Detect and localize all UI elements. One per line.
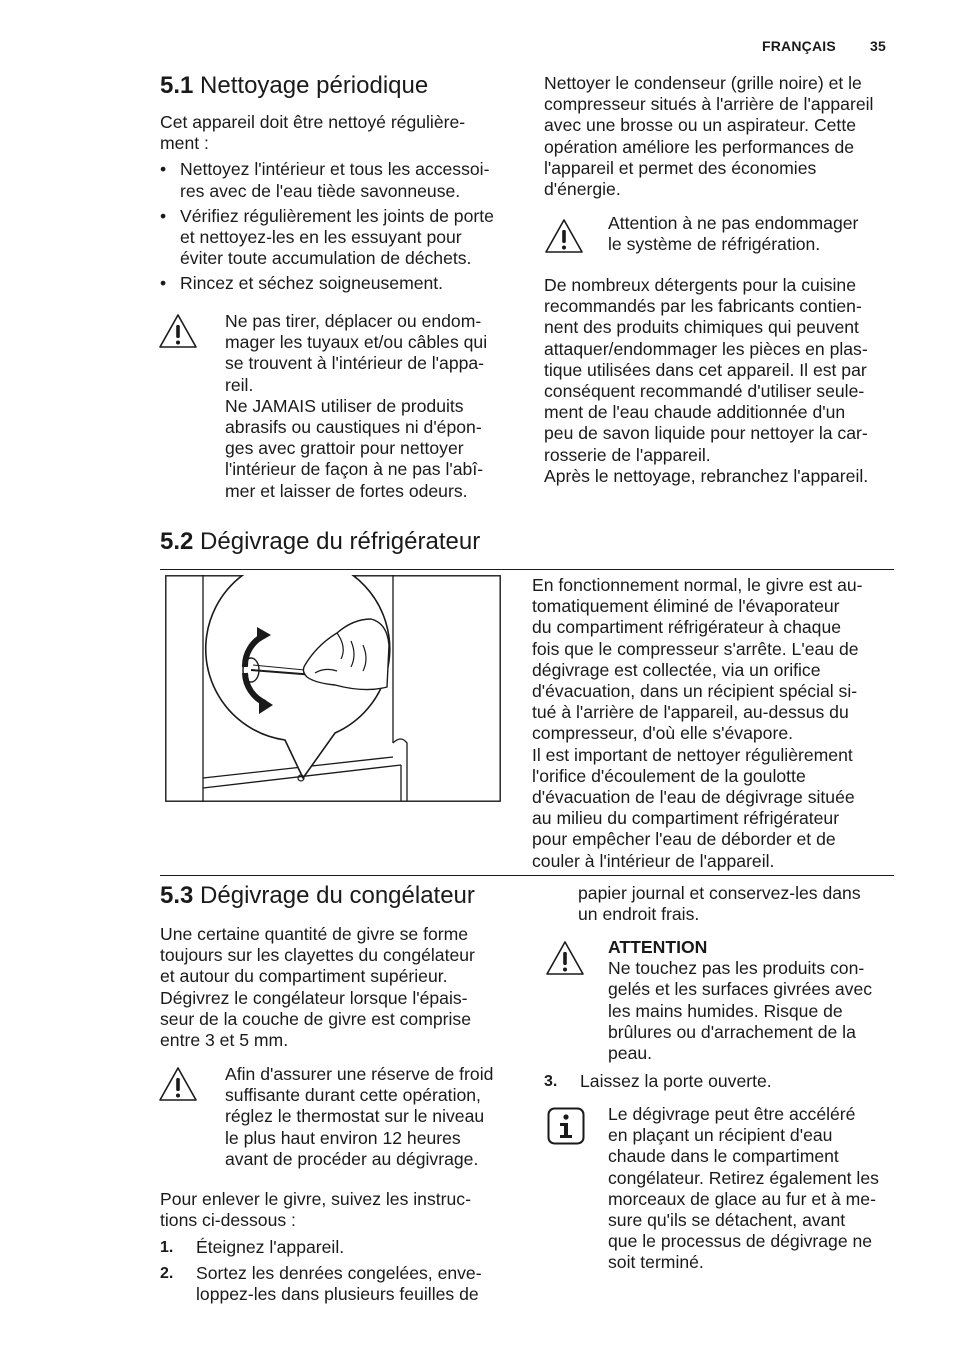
header-language: FRANÇAIS	[762, 38, 836, 54]
section-number: 5.3	[160, 882, 194, 909]
divider	[160, 569, 894, 570]
attention-title: ATTENTION	[608, 937, 708, 957]
section-title: Dégivrage du réfrigérateur	[200, 528, 481, 555]
s51-right-paragraph-2: De nombreux détergents pour la cuisine recommandés par les fabricants contien- nent des produits chimiques qui peuvent attaquer/endommager les pièces en plas- tique utilisées dans cet appareil. Il est par conséquent recommandé d'utiliser seule- ment de l'eau chaude additionnée d'un peu de savon liquide pour nettoyer la car- rosserie de l'appareil. Après le nettoyage, rebranchez l'appareil.	[544, 275, 869, 486]
section-5-3-heading	[160, 882, 475, 910]
s51-warning-1-text: Ne pas tirer, déplacer ou endom- mager les tuyaux et/ou câbles qui se trouvent à l'intérieur de l'appa- reil. Ne JAMAIS utiliser de produits abrasifs ou caustiques ni d'épon- ges avec grattoir pour nettoyer l'intérieur de façon à ne pas l'abî- mer et laisser de fortes odeurs.	[225, 311, 488, 501]
s53-steps-list	[160, 1237, 520, 1306]
s53-warning-text: Afin d'assurer une réserve de froid suffisante durant cette opération, réglez le thermostat sur le niveau le plus haut environ 12 heures avant de procéder au dégivrage.	[225, 1064, 494, 1169]
list-item: • Nettoyez l'intérieur et tous les accessoi- res avec de l'eau tiède savonneuse.	[160, 159, 490, 201]
list-item: 3. Laissez la porte ouverte.	[544, 1071, 772, 1091]
list-item: 2. Sortez les denrées congelées, enve- loppez-les dans plusieurs feuilles de	[160, 1263, 482, 1305]
s53-steps-intro: Pour enlever le givre, suivez les instruc- tions ci-dessous :	[160, 1189, 471, 1231]
page-number: 35	[870, 38, 886, 54]
s51-left-column	[160, 112, 515, 295]
section-number: 5.1	[160, 72, 194, 99]
s53-intro: Une certaine quantité de givre se forme toujours sur les clayettes du congélateur et autour du compartiment supérieur. Dégivrez le congélateur lorsque l'épais- seur de la couche de givre est comprise entre 3 et 5 mm.	[160, 924, 475, 1051]
s53-step2-continued: papier journal et conservez-les dans un endroit frais.	[578, 883, 861, 925]
s52-text: En fonctionnement normal, le givre est au- tomatiquement éliminé de l'évaporateur du compartiment réfrigérateur à chaque fois que le compresseur s'arrête. L'eau de dégivrage est collectée, via un orifice d'évacuation, dans un récipient spécial si- tué à l'arrière de l'appareil, au-dessus du compresseur, d'où elle s'évapore. Il est important de nettoyer régulièrement l'orifice d'écoulement de la goulotte d'évacuation de l'eau de dégivrage située au milieu du compartiment réfrigérateur pour empêcher l'eau de déborder et de couler à l'intérieur de l'appareil.	[532, 575, 863, 871]
info-icon	[547, 1107, 585, 1145]
section-title: Dégivrage du congélateur	[200, 882, 475, 909]
list-item: 1. Éteignez l'appareil.	[160, 1237, 345, 1257]
warning-triangle-icon	[158, 1066, 198, 1102]
section-title: Nettoyage périodique	[200, 72, 429, 99]
warning-triangle-icon	[158, 313, 198, 349]
section-5-2-heading	[160, 528, 480, 556]
section-number: 5.2	[160, 528, 194, 555]
s51-right-paragraph-1: Nettoyer le condenseur (grille noire) et le compresseur situés à l'arrière de l'appareil avec une brosse ou un aspirateur. Cette opération améliore les performances de l'appareil et permet des économies d'énergie.	[544, 73, 874, 200]
defrost-drain-illustration	[165, 575, 501, 802]
warning-triangle-icon	[544, 218, 584, 254]
divider	[160, 875, 894, 876]
s53-attention-block	[608, 937, 908, 1064]
list-item: • Vérifiez régulièrement les joints de porte et nettoyez-les en les essuyant pour éviter toute accumulation de déchets.	[160, 205, 494, 269]
s53-info-text: Le dégivrage peut être accéléré en plaçant un récipient d'eau chaude dans le compartiment congélateur. Retirez également les morceaux de glace au fur et à me- sure qu'ils se détachent, avant que le processus de dégivrage ne soit terminé.	[608, 1104, 879, 1273]
s51-warning-2-text: Attention à ne pas endommager le système de réfrigération.	[608, 213, 859, 255]
warning-triangle-icon	[545, 940, 585, 976]
s53-step-3	[544, 1071, 904, 1092]
list-item: • Rincez et séchez soigneusement.	[160, 273, 444, 294]
attention-text: Ne touchez pas les produits con- gelés et les surfaces givrées avec les mains humides. Risque de brûlures ou d'arrachement de la peau.	[608, 958, 873, 1064]
s51-intro: Cet appareil doit être nettoyé régulière- ment :	[160, 112, 466, 154]
section-5-1-heading	[160, 72, 428, 100]
